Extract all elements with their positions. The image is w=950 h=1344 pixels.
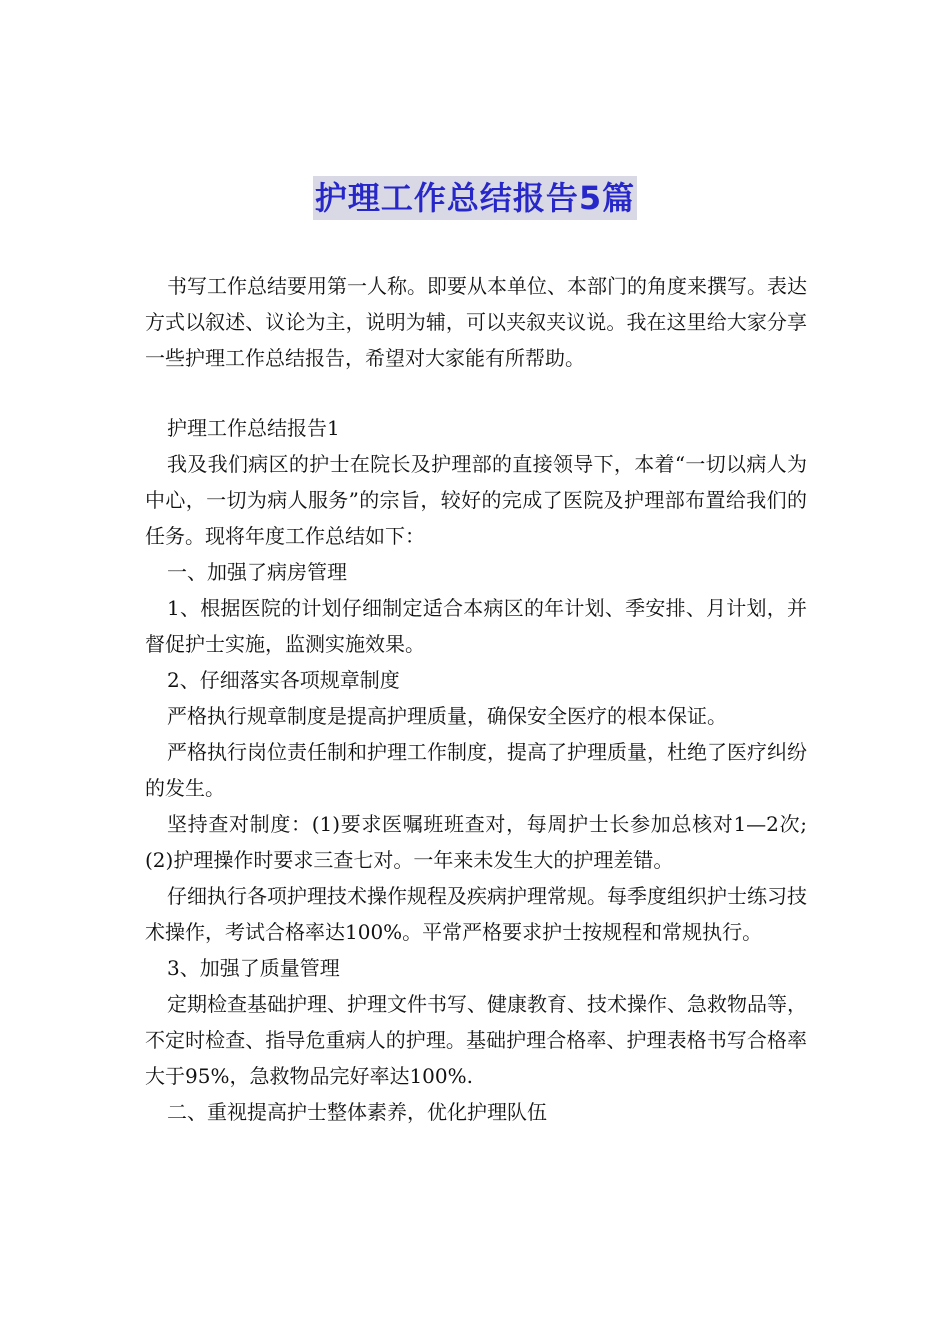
document-title: 护理工作总结报告5篇 (313, 176, 637, 220)
sub-heading: 3、加强了质量管理 (167, 956, 340, 980)
body-paragraph: 坚持查对制度：(1)要求医嘱班班查对，每周护士长参加总核对1—2次;(2)护理操作时要求三查七对。一年来未发生大的护理差错。 (145, 812, 807, 872)
body-paragraph: 仔细执行各项护理技术操作规程及疾病护理常规。每季度组织护士练习技术操作，考试合格率达100%。平常严格要求护士按规程和常规执行。 (145, 884, 807, 944)
section-heading-report-1: 护理工作总结报告1 (167, 416, 340, 440)
body-paragraph: 1、根据医院的计划仔细制定适合本病区的年计划、季安排、月计划，并督促护士实施，监测实施效果。 (145, 596, 807, 656)
body-paragraph: 我及我们病区的护士在院长及护理部的直接领导下，本着“一切以病人为中心，一切为病人服务”的宗旨，较好的完成了医院及护理部布置给我们的任务。现将年度工作总结如下： (145, 452, 807, 548)
intro-paragraph: 书写工作总结要用第一人称。即要从本单位、本部门的角度来撰写。表达方式以叙述、议论为主，说明为辅，可以夹叙夹议说。我在这里给大家分享一些护理工作总结报告，希望对大家能有所帮助。 (145, 274, 807, 370)
body-paragraph: 严格执行规章制度是提高护理质量，确保安全医疗的根本保证。 (167, 704, 727, 728)
section-heading: 二、重视提高护士整体素养，优化护理队伍 (167, 1100, 547, 1124)
section-heading: 一、加强了病房管理 (167, 560, 347, 584)
body-paragraph: 严格执行岗位责任制和护理工作制度，提高了护理质量，杜绝了医疗纠纷的发生。 (145, 740, 807, 800)
body-paragraph: 定期检查基础护理、护理文件书写、健康教育、技术操作、急救物品等，不定时检查、指导危重病人的护理。基础护理合格率、护理表格书写合格率大于95%，急救物品完好率达100%. (145, 992, 807, 1088)
title-container (0, 176, 950, 220)
sub-heading: 2、仔细落实各项规章制度 (167, 668, 400, 692)
document-body (145, 268, 807, 1130)
